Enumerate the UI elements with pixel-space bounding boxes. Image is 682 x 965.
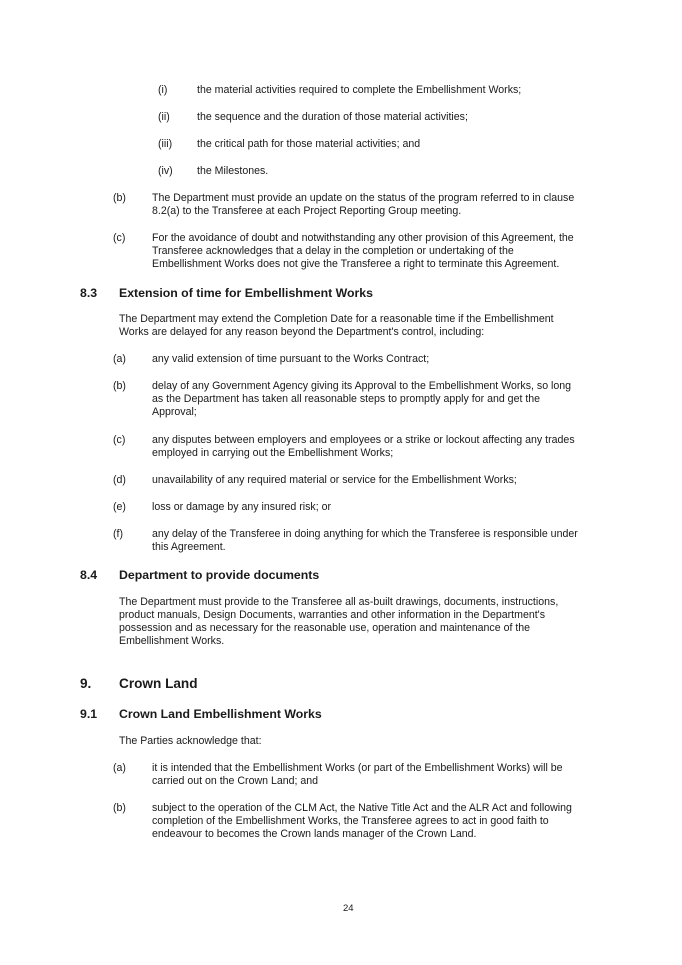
clause-item-line: Approval; [152, 406, 197, 418]
paragraph-line: product manuals, Design Documents, warranties and other information in the Department's [119, 609, 545, 621]
sub-item-text: the sequence and the duration of those material activities; [197, 111, 468, 123]
sub-item-text: the Milestones. [197, 165, 269, 177]
clause-item-label: (f) [113, 528, 123, 540]
clause-item-label: (c) [113, 434, 126, 446]
section-number: 9. [80, 676, 92, 691]
clause-item-line: as the Department has taken all reasonable steps to promptly apply for and get the [152, 393, 541, 405]
paragraph-line: possession and as necessary for the reasonable use, operation and maintenance of the [119, 622, 531, 634]
section-heading: Crown Land [119, 676, 198, 691]
clause-item-line: this Agreement. [152, 541, 226, 553]
sub-item-label: (i) [158, 84, 168, 96]
sub-item-text: the critical path for those material activities; and [197, 138, 421, 150]
clause-item-line: Transferee acknowledges that a delay in the completion or undertaking of the [152, 245, 514, 257]
paragraph-line: Works are delayed for any reason beyond the Department's control, including: [119, 326, 485, 338]
paragraph-line: The Department may extend the Completion Date for a reasonable time if the Embellishment [119, 313, 554, 325]
clause-item-label: (d) [113, 474, 126, 486]
clause-item-line: endeavour to becomes the Crown lands manager of the Crown Land. [152, 828, 477, 840]
section-number: 8.3 [80, 286, 98, 300]
section-heading: Crown Land Embellishment Works [119, 707, 322, 721]
clause-item-line: For the avoidance of doubt and notwithstanding any other provision of this Agreement, the [152, 232, 574, 244]
sub-item-label: (iv) [158, 165, 173, 177]
clause-item-label: (a) [113, 762, 126, 774]
paragraph-line: The Department must provide to the Transferee all as-built drawings, documents, instructions, [119, 596, 559, 608]
section-number: 9.1 [80, 707, 98, 721]
clause-item-line: completion of the Embellishment Works, the Transferee agrees to act in good faith to [152, 815, 549, 827]
clause-item-label: (b) [113, 802, 126, 814]
page-number: 24 [343, 903, 354, 914]
clause-item-line: carried out on the Crown Land; and [152, 775, 319, 787]
section-number: 8.4 [80, 568, 98, 582]
sub-item-label: (iii) [158, 138, 173, 150]
clause-item-label: (a) [113, 353, 126, 365]
clause-item-line: any disputes between employers and employees or a strike or lockout affecting any trades [152, 434, 575, 446]
clause-item-line: delay of any Government Agency giving its Approval to the Embellishment Works, so long [152, 380, 572, 392]
clause-item-line: The Department must provide an update on the status of the program referred to in clause [152, 192, 575, 204]
paragraph-line: Embellishment Works. [119, 635, 225, 647]
section-heading: Extension of time for Embellishment Works [119, 286, 373, 300]
clause-item-label: (c) [113, 232, 126, 244]
clause-item-line: any delay of the Transferee in doing anything for which the Transferee is responsible under [152, 528, 578, 540]
clause-item-label: (b) [113, 192, 126, 204]
clause-item-line: 8.2(a) to the Transferee at each Project Reporting Group meeting. [152, 205, 462, 217]
clause-item-label: (e) [113, 501, 126, 513]
clause-item-label: (b) [113, 380, 126, 392]
clause-item-line: any valid extension of time pursuant to the Works Contract; [152, 353, 430, 365]
sub-item-text: the material activities required to complete the Embellishment Works; [197, 84, 522, 96]
clause-item-line: unavailability of any required material or service for the Embellishment Works; [152, 474, 517, 486]
clause-item-line: subject to the operation of the CLM Act, the Native Title Act and the ALR Act and following [152, 802, 572, 814]
clause-item-line: employed in carrying out the Embellishment Works; [152, 447, 394, 459]
clause-item-line: loss or damage by any insured risk; or [152, 501, 331, 513]
clause-item-line: it is intended that the Embellishment Works (or part of the Embellishment Works) will be [152, 762, 563, 774]
paragraph-line: The Parties acknowledge that: [119, 735, 262, 747]
sub-item-label: (ii) [158, 111, 170, 123]
section-heading: Department to provide documents [119, 568, 320, 582]
clause-item-line: Embellishment Works does not give the Transferee a right to terminate this Agreement. [152, 258, 560, 270]
